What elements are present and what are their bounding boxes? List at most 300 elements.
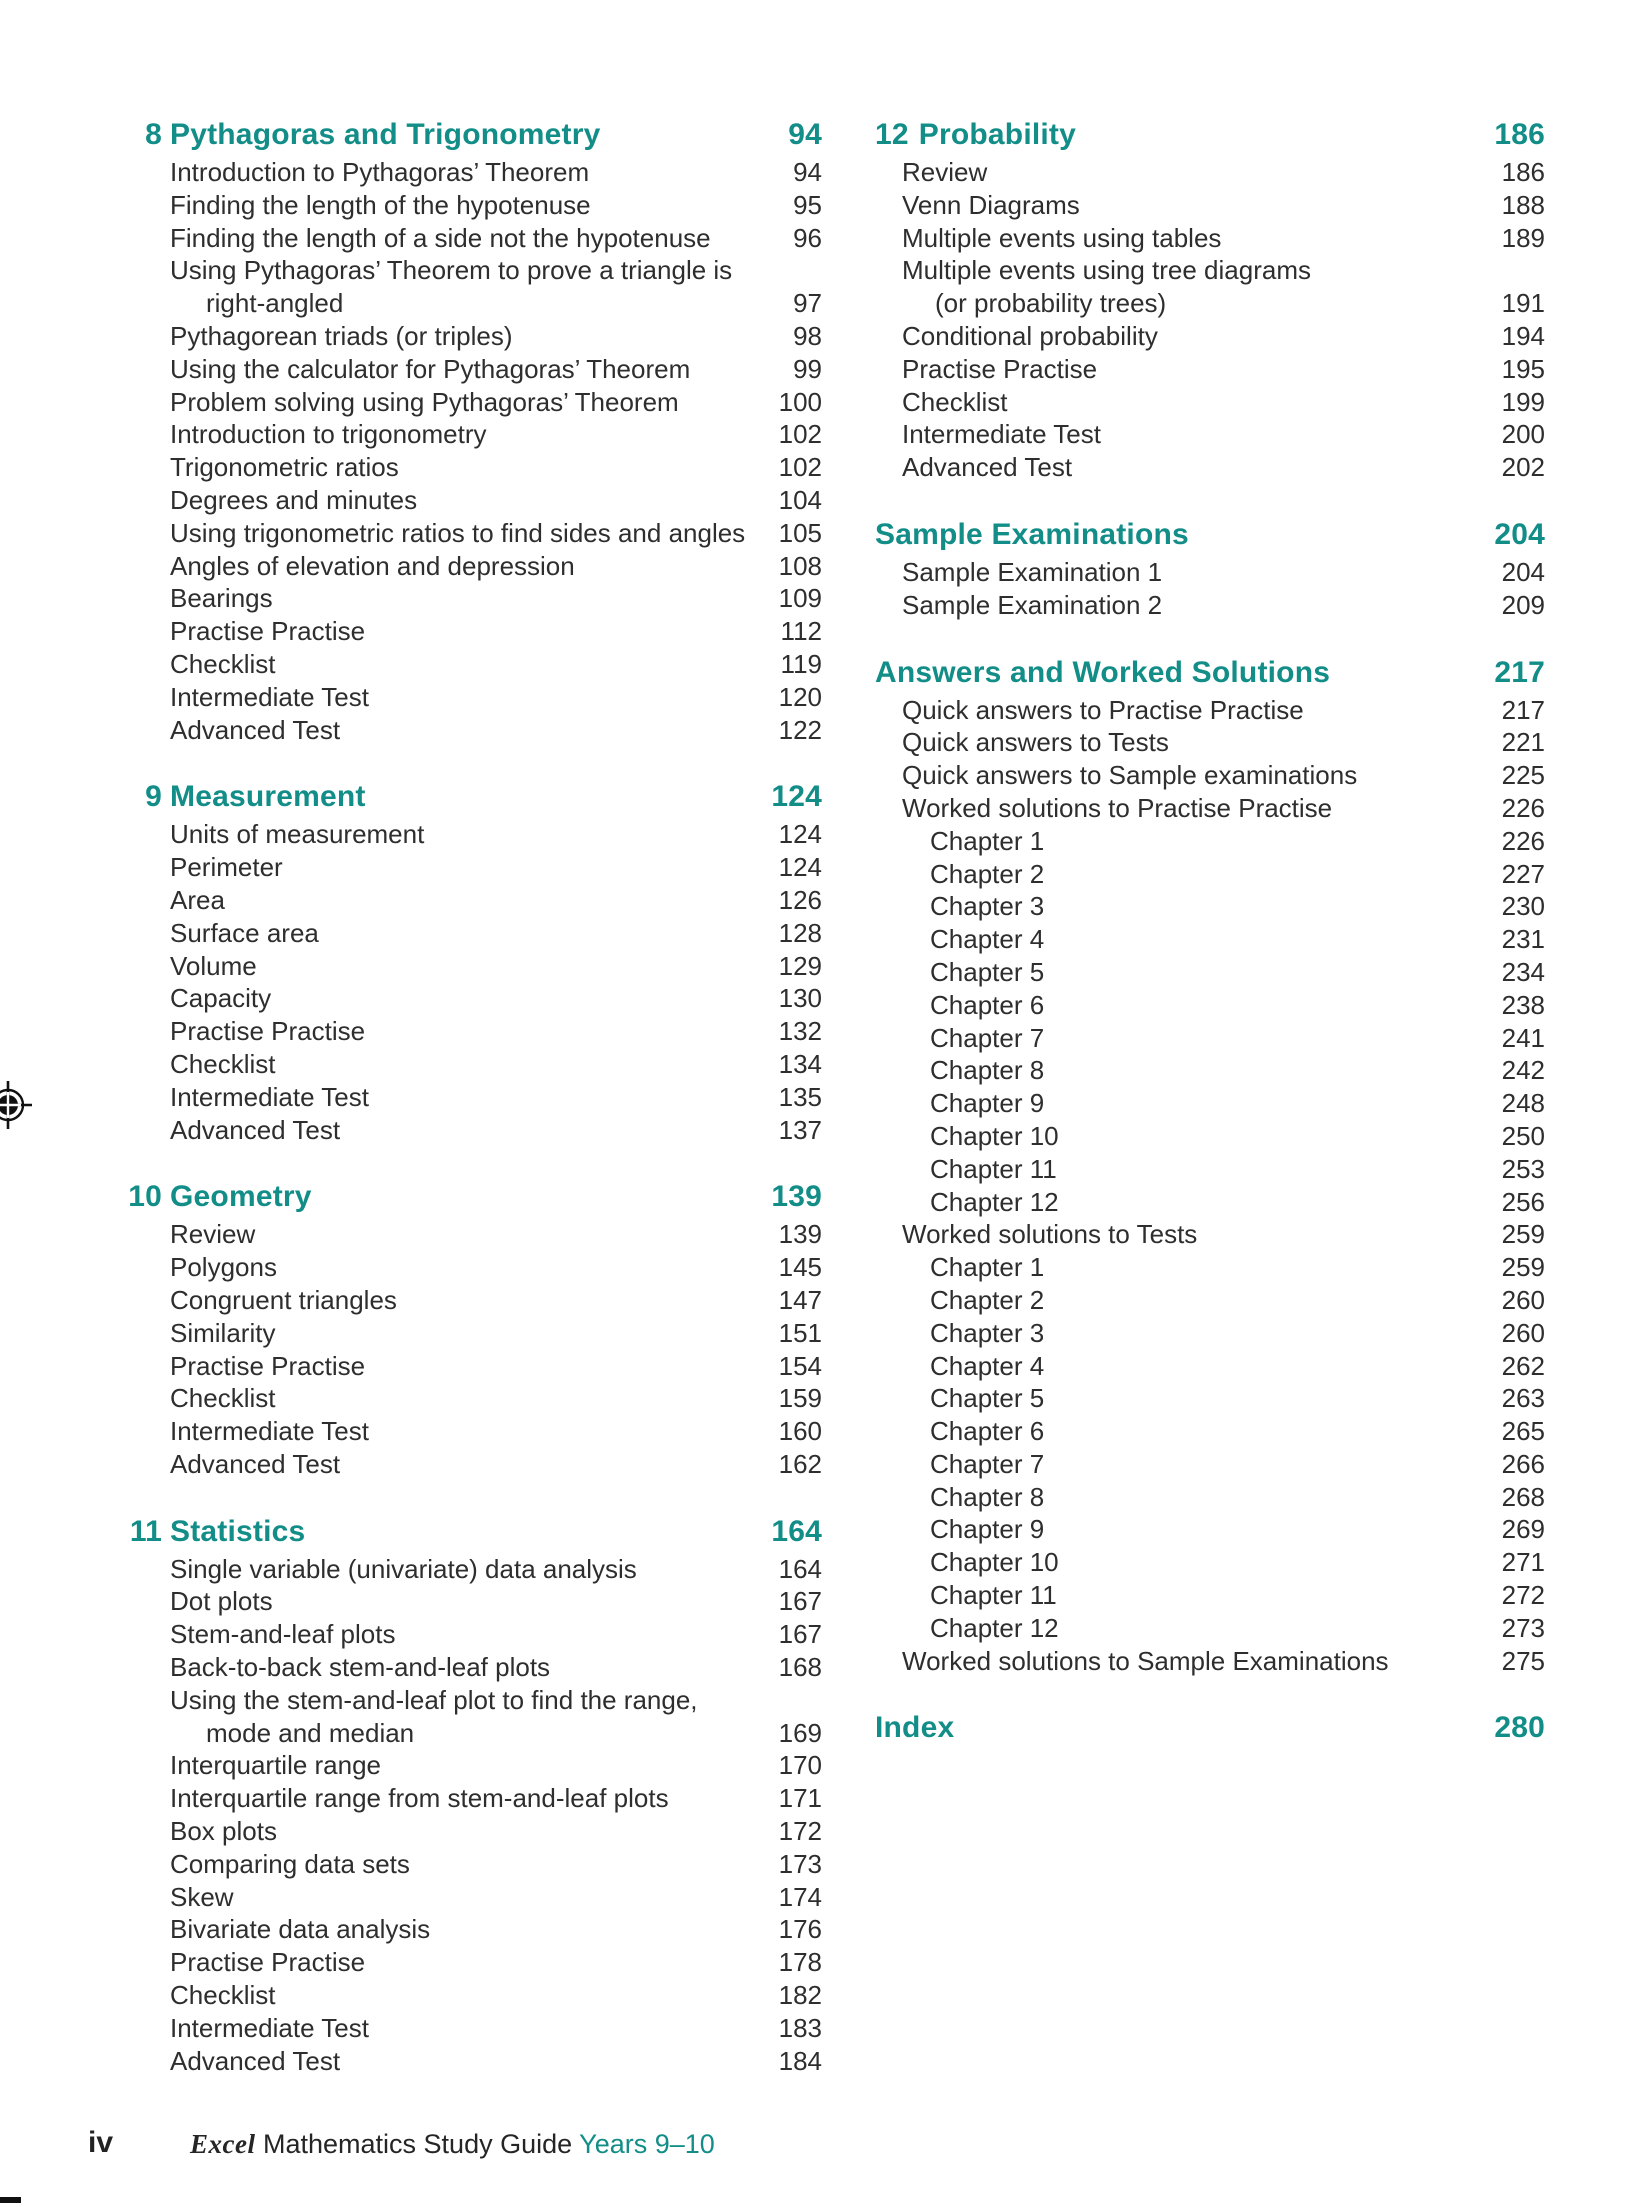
toc-entry-row xyxy=(120,1048,822,1081)
toc-entry-row xyxy=(120,418,822,451)
toc-entry-label: Review xyxy=(902,157,988,187)
toc-entry-label: Intermediate Test xyxy=(170,1416,369,1447)
toc-entry-label: Angles of elevation and depression xyxy=(170,550,575,581)
toc-entry-label: Surface area xyxy=(170,917,319,948)
toc-entry-row xyxy=(875,1645,1545,1678)
toc-entry-label: Multiple events using tables xyxy=(902,222,1222,253)
toc-entry-page-number: 227 xyxy=(1501,858,1545,889)
toc-entry-page-number: 97 xyxy=(793,288,822,319)
toc-entry-page-number: 174 xyxy=(778,1881,822,1912)
toc-entry-row xyxy=(875,418,1545,451)
toc-entry-label: Chapter 4 xyxy=(930,924,1045,955)
toc-entry-page-number: 102 xyxy=(778,452,822,483)
toc-entry-row xyxy=(875,287,1545,320)
toc-entry-row xyxy=(120,950,822,983)
toc-entry-label: Dot plots xyxy=(170,1586,273,1617)
toc-entry-row xyxy=(875,156,1545,189)
toc-entry-row xyxy=(875,222,1545,255)
toc-entry-page-number: 182 xyxy=(778,1980,822,2011)
toc-entry-row xyxy=(120,1553,822,1586)
toc-entry-row xyxy=(875,589,1545,622)
toc-entry-page-number: 265 xyxy=(1501,1416,1545,1447)
toc-entry-label: Units of measurement xyxy=(170,819,425,850)
toc-entry-row xyxy=(875,825,1545,858)
chapter-heading-row xyxy=(875,514,1545,556)
toc-entry-label: Chapter 10 xyxy=(930,1120,1059,1151)
toc-entry-line1: Using Pythagoras’ Theorem to prove a triangle is xyxy=(170,255,733,286)
toc-entry-page-number: 134 xyxy=(778,1048,822,1079)
toc-entry-row xyxy=(120,1448,822,1481)
toc-entry-row xyxy=(120,681,822,714)
toc-entry-row xyxy=(120,2045,822,2078)
toc-entry-label: Worked solutions to Practise Practise xyxy=(902,792,1333,823)
crop-mark xyxy=(0,2197,21,2203)
chapter-page-number: 124 xyxy=(771,780,822,814)
toc-entry-row xyxy=(875,1284,1545,1317)
toc-entry-label: Quick answers to Tests xyxy=(902,727,1169,758)
registration-mark-icon xyxy=(0,1075,38,1135)
toc-entry-page-number: 124 xyxy=(778,819,822,850)
toc-entry-row xyxy=(875,1448,1545,1481)
toc-entry-row xyxy=(875,386,1545,419)
toc-entry-label: Quick answers to Practise Practise xyxy=(902,694,1304,725)
toc-entry-page-number: 221 xyxy=(1501,727,1545,758)
toc-entry-label: Checklist xyxy=(170,648,276,679)
chapter-page-number: 280 xyxy=(1494,1711,1545,1745)
toc-entry-label: right-angled xyxy=(206,288,344,319)
toc-entry-label: Quick answers to Sample examinations xyxy=(902,760,1358,791)
toc-entry-row xyxy=(120,982,822,1015)
chapter-page-number: 164 xyxy=(771,1514,822,1548)
toc-entry-row xyxy=(120,1848,822,1881)
toc-entry-row xyxy=(120,1618,822,1651)
toc-entry-row xyxy=(120,1815,822,1848)
toc-entry-label: Capacity xyxy=(170,983,272,1014)
book-title xyxy=(190,2129,715,2160)
toc-entry-label: Chapter 11 xyxy=(930,1153,1057,1184)
toc-entry-page-number: 99 xyxy=(793,353,822,384)
toc-entry-page-number: 273 xyxy=(1501,1612,1545,1643)
toc-entry-row xyxy=(120,1284,822,1317)
toc-entry-page-number: 186 xyxy=(1501,157,1545,187)
toc-entry-row xyxy=(875,1317,1545,1350)
toc-entry-page-number: 248 xyxy=(1501,1088,1545,1119)
chapter-heading-row xyxy=(120,114,822,156)
toc-entry-row xyxy=(120,582,822,615)
toc-entry-row xyxy=(875,1350,1545,1383)
toc-entry-page-number: 263 xyxy=(1501,1383,1545,1414)
toc-entry-label: mode and median xyxy=(206,1717,415,1748)
toc-entry-page-number: 162 xyxy=(778,1448,822,1479)
toc-entry-row xyxy=(120,615,822,648)
chapter-heading-row xyxy=(875,1707,1545,1749)
toc-entry-row xyxy=(875,792,1545,825)
toc-entry-page-number: 108 xyxy=(778,550,822,581)
toc-entry-page-number: 160 xyxy=(778,1416,822,1447)
toc-entry-label: Advanced Test xyxy=(170,714,341,745)
chapter-page-number: 186 xyxy=(1494,118,1545,151)
toc-entry-line1: Using the stem-and-leaf plot to find the range, xyxy=(170,1684,698,1715)
toc-entry-label: Chapter 1 xyxy=(930,1252,1045,1283)
toc-entry-row xyxy=(875,1120,1545,1153)
toc-section xyxy=(120,1176,822,1480)
toc-entry-label: Chapter 3 xyxy=(930,1317,1045,1348)
toc-entry-label: Chapter 9 xyxy=(930,1088,1045,1119)
toc-entry-page-number: 96 xyxy=(793,222,822,253)
toc-entry-row xyxy=(120,1749,822,1782)
toc-entry-page-number: 260 xyxy=(1501,1284,1545,1315)
toc-entry-row xyxy=(875,451,1545,484)
toc-entry-label: Area xyxy=(170,884,225,915)
toc-entry-label: Worked solutions to Sample Examinations xyxy=(902,1645,1389,1676)
toc-entry-page-number: 128 xyxy=(778,917,822,948)
toc-entry-page-number: 102 xyxy=(778,419,822,450)
toc-entry-page-number: 154 xyxy=(778,1350,822,1381)
toc-entry-label: Chapter 8 xyxy=(930,1055,1045,1086)
toc-entry-row xyxy=(120,2012,822,2045)
toc-entry-row xyxy=(120,1218,822,1251)
toc-entry-label: Perimeter xyxy=(170,852,283,883)
toc-entry-label: Sample Examination 2 xyxy=(902,589,1163,620)
toc-entry-row xyxy=(120,222,822,255)
toc-entry-label: Chapter 1 xyxy=(930,825,1045,856)
folio-page-number: iv xyxy=(88,2126,114,2159)
toc-entry-page-number: 189 xyxy=(1501,222,1545,253)
toc-entry-page-number: 98 xyxy=(793,320,822,351)
toc-entry-page-number: 104 xyxy=(778,484,822,515)
toc-entry-row xyxy=(120,917,822,950)
toc-entry-row xyxy=(875,1612,1545,1645)
toc-entry-label: Introduction to trigonometry xyxy=(170,419,487,450)
toc-entry-label: Practise Practise xyxy=(902,353,1098,384)
toc-entry-row xyxy=(120,1350,822,1383)
toc-entry-page-number: 199 xyxy=(1501,386,1545,417)
toc-entry-page-number: 268 xyxy=(1501,1481,1545,1512)
chapter-title: Probability xyxy=(918,118,1077,151)
toc-entry-row xyxy=(875,923,1545,956)
toc-entry-page-number: 238 xyxy=(1501,989,1545,1020)
toc-entry-row xyxy=(875,189,1545,222)
toc-section xyxy=(875,514,1545,622)
toc-entry-page-number: 266 xyxy=(1501,1448,1545,1479)
toc-entry-row xyxy=(875,1186,1545,1219)
chapter-page-number: 94 xyxy=(788,118,822,151)
toc-entry-label: Stem-and-leaf plots xyxy=(170,1619,396,1650)
toc-entry-page-number: 167 xyxy=(778,1619,822,1650)
chapter-title: Answers and Worked Solutions xyxy=(875,655,1331,689)
toc-entry-label: Using trigonometric ratios to find sides and angles xyxy=(170,517,746,548)
toc-entry-line1: Multiple events using tree diagrams xyxy=(902,255,1311,286)
toc-entry-row xyxy=(875,1579,1545,1612)
toc-entry-label: Chapter 5 xyxy=(930,956,1045,987)
toc-entry-label: Checklist xyxy=(170,1383,276,1414)
chapter-heading-row xyxy=(875,652,1545,694)
toc-entry-page-number: 167 xyxy=(778,1586,822,1617)
toc-entry-page-number: 176 xyxy=(778,1914,822,1945)
toc-entry-row xyxy=(875,890,1545,923)
toc-entry-label: Chapter 7 xyxy=(930,1448,1045,1479)
toc-entry-row xyxy=(120,484,822,517)
toc-entry-label: Interquartile range from stem-and-leaf plots xyxy=(170,1783,669,1814)
toc-entry-page-number: 168 xyxy=(778,1652,822,1683)
toc-entry-label: Practise Practise xyxy=(170,1016,366,1047)
toc-entry-page-number: 259 xyxy=(1501,1219,1545,1250)
toc-entry-page-number: 112 xyxy=(780,616,822,647)
toc-entry-row xyxy=(120,1382,822,1415)
toc-entry-page-number: 225 xyxy=(1501,760,1545,791)
toc-entry-page-number: 183 xyxy=(778,2012,822,2043)
toc-entry-label: Advanced Test xyxy=(170,1114,341,1145)
toc-entry-row xyxy=(120,287,822,320)
toc-entry-row xyxy=(120,1651,822,1684)
toc-section xyxy=(120,776,822,1146)
toc-entry-page-number: 129 xyxy=(778,950,822,981)
toc-entry-page-number: 202 xyxy=(1501,452,1545,483)
toc-entry-label: Worked solutions to Tests xyxy=(902,1219,1198,1250)
toc-section xyxy=(875,1707,1545,1749)
toc-entry-row xyxy=(120,517,822,550)
toc-entry-row xyxy=(120,851,822,884)
toc-entry-row xyxy=(120,1114,822,1147)
page-footer xyxy=(0,2126,1650,2176)
toc-entry-page-number: 200 xyxy=(1501,419,1545,450)
toc-entry-page-number: 230 xyxy=(1501,891,1545,922)
toc-entry-label: Box plots xyxy=(170,1816,277,1847)
toc-entry-label: Advanced Test xyxy=(170,1448,341,1479)
toc-column-left xyxy=(120,114,822,2107)
toc-entry-row xyxy=(875,1251,1545,1284)
toc-entry-row xyxy=(120,156,822,189)
toc-entry-row xyxy=(120,1717,822,1750)
toc-entry-row xyxy=(120,714,822,747)
toc-entry-page-number: 256 xyxy=(1501,1186,1545,1217)
toc-entry-label: Finding the length of a side not the hypotenuse xyxy=(170,222,711,253)
toc-entry-row xyxy=(120,818,822,851)
toc-entry-page-number: 119 xyxy=(780,648,822,679)
chapter-heading-row xyxy=(120,1511,822,1553)
toc-entry-label: Intermediate Test xyxy=(170,681,369,712)
toc-entry-row xyxy=(120,1881,822,1914)
toc-entry-label: Review xyxy=(170,1219,256,1250)
toc-entry-label: Finding the length of the hypotenuse xyxy=(170,189,591,220)
toc-entry-label: Trigonometric ratios xyxy=(170,452,399,483)
toc-entry-page-number: 275 xyxy=(1501,1645,1545,1676)
toc-entry-row xyxy=(120,1081,822,1114)
toc-entry-label: Volume xyxy=(170,950,257,981)
toc-entry-label: Venn Diagrams xyxy=(902,189,1080,220)
toc-entry-page-number: 250 xyxy=(1501,1120,1545,1151)
chapter-page-number: 139 xyxy=(771,1180,822,1214)
toc-entry-row xyxy=(875,726,1545,759)
toc-entry-label: Chapter 12 xyxy=(930,1612,1059,1643)
toc-section xyxy=(875,114,1545,484)
toc-entry-page-number: 217 xyxy=(1501,694,1545,725)
brand-name: Excel xyxy=(190,2129,256,2159)
toc-entry-page-number: 226 xyxy=(1501,792,1545,823)
toc-entry-row xyxy=(875,353,1545,386)
chapter-number: 10 xyxy=(128,1180,162,1214)
toc-entry-row xyxy=(120,1317,822,1350)
toc-entry-page-number: 184 xyxy=(778,2045,822,2076)
toc-entry-label: Chapter 12 xyxy=(930,1186,1059,1217)
toc-entry-label: Practise Practise xyxy=(170,1350,366,1381)
toc-entry-label: Pythagorean triads (or triples) xyxy=(170,320,513,351)
toc-entry-label: Chapter 11 xyxy=(930,1580,1057,1611)
toc-entry-label: Bivariate data analysis xyxy=(170,1914,431,1945)
chapter-page-number: 204 xyxy=(1494,517,1545,551)
toc-entry-page-number: 194 xyxy=(1501,320,1545,351)
series-years: Years 9–10 xyxy=(579,2129,715,2159)
toc-entry-label: Checklist xyxy=(170,1980,276,2011)
toc-entry-page-number: 170 xyxy=(778,1750,822,1781)
toc-entry-row xyxy=(875,1513,1545,1546)
toc-entry-label: Chapter 5 xyxy=(930,1383,1045,1414)
toc-entry-label: Chapter 6 xyxy=(930,989,1045,1020)
toc-entry-page-number: 95 xyxy=(793,189,822,220)
toc-entry-row xyxy=(875,1087,1545,1120)
toc-entry-page-number: 204 xyxy=(1501,556,1545,587)
chapter-heading-row xyxy=(875,114,1545,156)
toc-entry-row xyxy=(875,1481,1545,1514)
toc-entry-label: (or probability trees) xyxy=(935,288,1167,319)
toc-entry-row xyxy=(875,1382,1545,1415)
toc-entry-label: Intermediate Test xyxy=(170,2012,369,2043)
toc-entry-label: Advanced Test xyxy=(170,2045,341,2076)
toc-entry-page-number: 231 xyxy=(1501,924,1545,955)
toc-entry-label: Chapter 4 xyxy=(930,1350,1045,1381)
toc-entry-label: Chapter 9 xyxy=(930,1514,1045,1545)
toc-entry-page-number: 126 xyxy=(778,884,822,915)
toc-entry-row xyxy=(120,1251,822,1284)
chapter-title: Index xyxy=(875,1711,955,1745)
toc-entry-page-number: 234 xyxy=(1501,956,1545,987)
toc-entry-label: Intermediate Test xyxy=(170,1081,369,1112)
toc-entry-page-number: 171 xyxy=(778,1783,822,1814)
toc-entry-page-number: 260 xyxy=(1501,1317,1545,1348)
toc-entry-label: Practise Practise xyxy=(170,616,366,647)
toc-entry-label: Chapter 7 xyxy=(930,1022,1045,1053)
toc-entry-page-number: 241 xyxy=(1501,1022,1545,1053)
toc-entry-row xyxy=(120,648,822,681)
toc-entry-row xyxy=(120,451,822,484)
toc-entry-row xyxy=(875,1022,1545,1055)
toc-entry-page-number: 269 xyxy=(1501,1514,1545,1545)
toc-entry-page-number: 253 xyxy=(1501,1153,1545,1184)
chapter-title: Geometry xyxy=(170,1180,312,1214)
toc-entry-page-number: 209 xyxy=(1501,589,1545,620)
toc-entry-page-number: 262 xyxy=(1501,1350,1545,1381)
toc-entry-label: Introduction to Pythagoras’ Theorem xyxy=(170,157,590,187)
toc-entry-page-number: 191 xyxy=(1501,288,1545,319)
toc-entry-page-number: 105 xyxy=(778,517,822,548)
chapter-title: Measurement xyxy=(170,780,366,814)
toc-entry-label: Skew xyxy=(170,1881,234,1912)
toc-entry-label: Checklist xyxy=(902,386,1008,417)
toc-entry-label: Single variable (univariate) data analysis xyxy=(170,1553,637,1584)
toc-entry-label: Chapter 10 xyxy=(930,1547,1059,1578)
toc-entry-page-number: 145 xyxy=(778,1252,822,1283)
chapter-title: Statistics xyxy=(170,1514,306,1548)
toc-entry-row xyxy=(120,386,822,419)
toc-entry-page-number: 132 xyxy=(778,1016,822,1047)
toc-entry-row xyxy=(120,1979,822,2012)
chapter-heading-row xyxy=(120,1176,822,1218)
toc-entry-label: Interquartile range xyxy=(170,1750,382,1781)
chapter-number: 8 xyxy=(145,118,162,151)
toc-entry-page-number: 137 xyxy=(778,1114,822,1145)
toc-entry-row xyxy=(875,858,1545,891)
chapter-title: Sample Examinations xyxy=(875,517,1189,551)
toc-entry-page-number: 195 xyxy=(1501,353,1545,384)
toc-entry-page-number: 226 xyxy=(1501,825,1545,856)
toc-entry-label: Congruent triangles xyxy=(170,1284,397,1315)
toc-entry-label: Back-to-back stem-and-leaf plots xyxy=(170,1652,551,1683)
toc-entry-label: Advanced Test xyxy=(902,452,1073,483)
chapter-number: 12 xyxy=(875,118,909,151)
toc-entry-page-number: 122 xyxy=(778,714,822,745)
toc-entry-row xyxy=(875,1054,1545,1087)
toc-entry-page-number: 188 xyxy=(1501,189,1545,220)
toc-entry-label: Bearings xyxy=(170,583,273,614)
toc-entry-row xyxy=(875,1153,1545,1186)
toc-entry-label: Chapter 2 xyxy=(930,858,1045,889)
toc-entry-row xyxy=(120,1782,822,1815)
toc-entry-row xyxy=(120,1585,822,1618)
toc-entry-label: Problem solving using Pythagoras’ Theorem xyxy=(170,386,679,417)
toc-entry-row xyxy=(120,884,822,917)
toc-entry-page-number: 147 xyxy=(778,1284,822,1315)
chapter-page-number: 217 xyxy=(1494,655,1545,689)
toc-entry-row xyxy=(875,556,1545,589)
chapter-heading-row xyxy=(120,776,822,818)
toc-entry-page-number: 164 xyxy=(778,1553,822,1584)
toc-entry-label: Chapter 2 xyxy=(930,1284,1045,1315)
toc-entry-page-number: 173 xyxy=(778,1848,822,1879)
toc-entry-row xyxy=(120,1913,822,1946)
toc-entry-row xyxy=(875,1415,1545,1448)
toc-entry-label: Conditional probability xyxy=(902,320,1158,351)
toc-entry-page-number: 272 xyxy=(1501,1580,1545,1611)
toc-entry-page-number: 139 xyxy=(778,1219,822,1250)
toc-entry-page-number: 135 xyxy=(778,1081,822,1112)
toc-entry-label: Chapter 6 xyxy=(930,1416,1045,1447)
toc-entry-page-number: 130 xyxy=(778,983,822,1014)
toc-column-right xyxy=(875,114,1545,1779)
toc-entry-label: Chapter 8 xyxy=(930,1481,1045,1512)
toc-section xyxy=(875,652,1545,1678)
toc-entry-page-number: 172 xyxy=(778,1816,822,1847)
toc-section xyxy=(120,1511,822,2078)
toc-entry-page-number: 259 xyxy=(1501,1252,1545,1283)
chapter-number: 9 xyxy=(145,780,162,814)
toc-entry-row xyxy=(120,353,822,386)
toc-entry-row xyxy=(120,1415,822,1448)
toc-entry-label: Using the calculator for Pythagoras’ Theorem xyxy=(170,353,691,384)
chapter-title: Pythagoras and Trigonometry xyxy=(170,118,601,151)
toc-entry-label: Polygons xyxy=(170,1252,277,1283)
series-title: Mathematics Study Guide xyxy=(263,2129,573,2159)
toc-entry-row xyxy=(120,550,822,583)
toc-entry-label: Sample Examination 1 xyxy=(902,556,1163,587)
toc-entry-row xyxy=(875,694,1545,727)
toc-entry-page-number: 109 xyxy=(778,583,822,614)
toc-entry-row xyxy=(120,1015,822,1048)
toc-entry-page-number: 100 xyxy=(778,386,822,417)
toc-entry-label: Similarity xyxy=(170,1317,276,1348)
chapter-number: 11 xyxy=(129,1514,162,1548)
toc-entry-page-number: 242 xyxy=(1501,1055,1545,1086)
toc-entry-row xyxy=(120,1946,822,1979)
